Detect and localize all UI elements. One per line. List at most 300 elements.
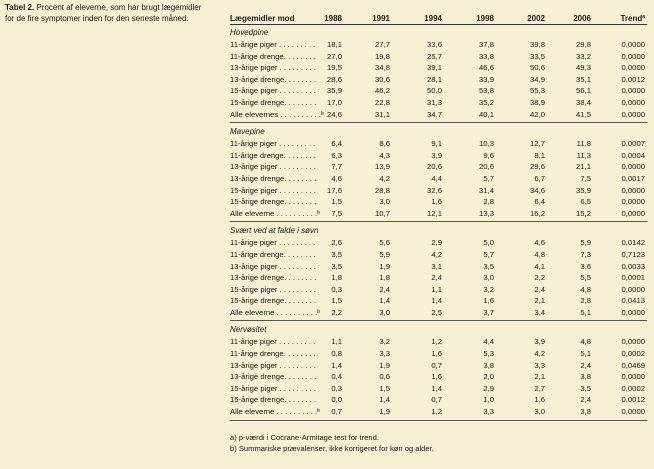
row-label-text: 15-årige piger . . . . . . . . . <box>230 284 316 294</box>
row-label-text: 13-årige drenge. . . . . . . . <box>230 74 317 84</box>
table-cell: 1,8 <box>379 273 390 283</box>
table-row <box>230 237 647 249</box>
table-cell: 37,8 <box>479 40 494 49</box>
table-cell: 1,0 <box>483 395 494 405</box>
table-cell: 0,0000 <box>621 51 645 61</box>
table-row <box>230 150 647 162</box>
table-cell: 3,8 <box>580 407 591 417</box>
table-cell: 7,5 <box>580 173 591 183</box>
table-row <box>230 208 647 220</box>
table-cell: 22,8 <box>375 97 390 107</box>
row-label <box>230 348 316 360</box>
row-label-text: 11-årige drenge. . . . . . . . <box>230 249 316 259</box>
table-cell: 0,0000 <box>621 162 645 172</box>
table-cell: 4,6 <box>331 173 342 183</box>
table-cell: 2,6 <box>331 238 342 248</box>
table-cell: 1,2 <box>431 407 442 417</box>
table-cell: 2,0 <box>483 372 494 382</box>
table-cell: 7,3 <box>580 249 591 259</box>
table-row <box>230 185 647 197</box>
header-1994: 1994 <box>424 14 442 23</box>
table-section <box>230 26 647 123</box>
table-cell: 33,2 <box>576 51 591 61</box>
table-cell: 4,3 <box>379 150 390 160</box>
table-cell: 3,3 <box>534 360 545 370</box>
table-row <box>230 62 647 74</box>
row-label <box>230 85 316 97</box>
table-cell: 1,5 <box>331 197 342 207</box>
table-cell: 11,3 <box>576 150 591 160</box>
table-cell: 19,5 <box>327 63 342 73</box>
table-cell: 1,6 <box>483 296 494 306</box>
table-cell: 6,5 <box>580 197 591 207</box>
section-title: Mavepine <box>230 127 265 137</box>
table-cell: 0,8 <box>331 349 342 359</box>
table-cell: 1,1 <box>431 284 442 294</box>
row-label <box>230 284 316 296</box>
table-cell: 2,8 <box>580 296 591 306</box>
table-cell: 33,9 <box>479 74 494 84</box>
table-cell: 1,6 <box>431 372 442 382</box>
row-label-sup: b <box>317 209 320 216</box>
table-cell: 2,4 <box>431 273 442 283</box>
row-label-text: 15-årige drenge. . . . . . . . <box>230 296 317 306</box>
row-label <box>230 185 316 197</box>
row-label-sup: b <box>317 308 320 315</box>
table-cell: 15,2 <box>576 208 591 218</box>
table-cell: 33,6 <box>427 40 442 49</box>
table-cell: 3,8 <box>580 372 591 382</box>
table-cell: 4,8 <box>580 337 591 347</box>
table-cell: 0,3 <box>331 383 342 393</box>
table-cell: 2,7 <box>534 383 545 393</box>
table-cell: 28,8 <box>375 185 390 195</box>
table-cell: 5,6 <box>379 238 390 248</box>
table-cell: 0,0000 <box>621 185 645 195</box>
table-cell: 3,0 <box>379 307 390 317</box>
row-label-text: 13-årige piger . . . . . . . . . <box>230 162 316 172</box>
table-cell: 27,7 <box>375 40 390 49</box>
row-label <box>230 394 316 406</box>
table-cell: 1,6 <box>431 197 442 207</box>
table-header <box>230 4 647 25</box>
table-row <box>230 249 647 261</box>
table-cell: 17,6 <box>327 185 342 195</box>
table-row <box>230 394 647 406</box>
row-label <box>230 261 316 273</box>
table-cell: 35,2 <box>479 97 494 107</box>
table-cell: 1,6 <box>431 349 442 359</box>
row-label-text: 15-årige drenge. . . . . . . . <box>230 197 317 207</box>
table-cell: 3,0 <box>534 407 545 417</box>
header-1991: 1991 <box>372 14 390 23</box>
header-label: Lægemidler mod <box>230 14 295 23</box>
row-label-text: 11-årige piger . . . . . . . . . <box>230 139 316 149</box>
table-cell: 13,9 <box>375 162 390 172</box>
table-section <box>230 125 647 222</box>
table-cell: 5,9 <box>580 238 591 248</box>
table-cell: 0,0033 <box>621 261 645 271</box>
table-cell: 10,3 <box>479 139 494 149</box>
header-trend-text: Trend <box>620 14 643 23</box>
table-cell: 5,5 <box>580 273 591 283</box>
table-cell: 1,9 <box>379 261 390 271</box>
table-cell: 35,9 <box>327 86 342 96</box>
table-cell: 2,8 <box>483 197 494 207</box>
table-cell: 34,6 <box>530 185 545 195</box>
table-cell: 4,6 <box>534 238 545 248</box>
row-label-text: 11-årige drenge. . . . . . . . <box>230 150 316 160</box>
table-cell: 5,7 <box>483 249 494 259</box>
table-row <box>230 336 647 348</box>
row-label-text: Alle elevernes . . . . . . . . . . <box>230 109 322 119</box>
table-cell: 2,4 <box>379 284 390 294</box>
row-label <box>230 371 316 383</box>
table-cell: 1,6 <box>534 395 545 405</box>
table-cell: 41,5 <box>576 109 591 119</box>
table-cell: 35,9 <box>576 185 591 195</box>
row-label <box>230 336 315 348</box>
table-cell: 0,0000 <box>621 372 645 382</box>
table-cell: 20,6 <box>427 162 442 172</box>
table-cell: 10,7 <box>375 208 390 218</box>
table-cell: 0,0017 <box>621 173 645 183</box>
table-cell: 39,1 <box>427 63 442 73</box>
table-cell: 49,3 <box>576 63 591 73</box>
table-row <box>230 272 647 284</box>
table-cell: 0,3 <box>331 284 342 294</box>
table-cell: 4,4 <box>483 337 494 347</box>
section-title: Svært ved at falde i søvn <box>230 226 319 236</box>
table-cell: 1,5 <box>331 296 342 306</box>
table-cell: 6,4 <box>534 197 545 207</box>
table-cell: 3,5 <box>580 383 591 393</box>
row-label-text: 13-årige drenge. . . . . . . . <box>230 273 317 283</box>
table-row <box>230 39 647 51</box>
table-cell: 0,7 <box>431 360 442 370</box>
table-cell: 8,1 <box>534 150 545 160</box>
row-label <box>230 150 316 162</box>
header-trend-sup: a <box>642 14 645 20</box>
table-cell: 8,6 <box>379 139 390 149</box>
table-cell: 5,1 <box>580 349 591 359</box>
table-cell: 3,0 <box>483 273 494 283</box>
caption-label: Tabel 2. <box>5 3 35 12</box>
table-cell: 55,3 <box>530 86 545 96</box>
table-cell: 3,9 <box>534 337 545 347</box>
table-cell: 2,1 <box>534 372 545 382</box>
table-cell: 3,1 <box>431 261 442 271</box>
table-cell: 0,0000 <box>621 337 645 347</box>
table-cell: 3,2 <box>483 284 494 294</box>
table-cell: 5,0 <box>483 238 494 248</box>
table-cell: 1,5 <box>379 383 390 393</box>
row-label <box>230 173 316 185</box>
table-cell: 2,1 <box>534 296 545 306</box>
table-cell: 5,3 <box>483 349 494 359</box>
row-label-text: Alle eleverne . . . . . . . . . . <box>230 208 318 218</box>
table-cell: 27,0 <box>327 51 342 61</box>
table-row <box>230 261 647 273</box>
row-label <box>230 295 316 307</box>
table-cell: 34,9 <box>530 74 545 84</box>
row-label <box>230 39 315 51</box>
table-cell: 1,4 <box>331 360 342 370</box>
table-cell: 3,8 <box>483 360 494 370</box>
table-cell: 2,9 <box>431 238 442 248</box>
table-cell: 0,0002 <box>621 349 645 359</box>
table-cell: 31,3 <box>427 97 442 107</box>
table-row <box>230 284 647 296</box>
table-cell: 2,2 <box>534 273 545 283</box>
table-row <box>230 360 647 372</box>
table-row <box>230 371 647 383</box>
table-cell: 2,4 <box>580 395 591 405</box>
section-title: Hovedpine <box>230 28 269 37</box>
table-cell: 17,0 <box>327 97 342 107</box>
table-cell: 3,3 <box>379 349 390 359</box>
table-cell: 0,0469 <box>621 360 645 370</box>
table-section <box>230 224 647 321</box>
table-cell: 33,5 <box>530 51 545 61</box>
row-label-text: 13-årige drenge. . . . . . . . <box>230 173 317 183</box>
table-cell: 38,9 <box>530 97 545 107</box>
table-cell: 0,4 <box>331 372 342 382</box>
table-cell: 2,4 <box>580 360 591 370</box>
table-cell: 3,5 <box>331 249 342 259</box>
table-row <box>230 109 647 121</box>
table-cell: 4,8 <box>534 249 545 259</box>
row-label-text: 13-årige piger . . . . . . . . . <box>230 261 316 271</box>
row-label-text: 11-årige piger . . . . . . . . . <box>230 337 316 347</box>
table-cell: 4,8 <box>580 284 591 294</box>
row-label <box>230 208 320 220</box>
table-cell: 4,1 <box>534 261 545 271</box>
row-label-text: 15-årige piger . . . . . . . . . <box>230 86 316 96</box>
table-cell: 1,4 <box>431 296 442 306</box>
table-cell: 0,0000 <box>621 208 645 218</box>
row-label-text: 15-årige drenge. . . . . . . . <box>230 97 317 107</box>
table-cell: 0,0000 <box>621 63 645 73</box>
row-label <box>230 97 316 109</box>
table-body <box>230 26 647 421</box>
row-label-sup: b <box>321 110 324 117</box>
table-cell: 0,6 <box>379 372 390 382</box>
table-cell: 33,8 <box>479 51 494 61</box>
table-cell: 0,0000 <box>621 109 645 119</box>
table-cell: 1,2 <box>431 337 442 347</box>
row-label <box>230 272 316 284</box>
row-label <box>230 62 316 74</box>
table-cell: 0,0000 <box>621 97 645 107</box>
table-cell: 0,7123 <box>621 249 645 259</box>
table-cell: 29,8 <box>576 40 591 49</box>
table-cell: 0,0004 <box>621 150 645 160</box>
table-cell: 0,0000 <box>621 307 645 317</box>
row-label-text: 11-årige drenge. . . . . . . . <box>230 51 316 61</box>
table-cell: 42,0 <box>530 109 545 119</box>
table-cell: 40,1 <box>479 109 494 119</box>
header-trend <box>605 14 645 23</box>
table-cell: 39,8 <box>530 40 545 49</box>
table-cell: 11,8 <box>576 139 591 149</box>
table-cell: 0,0012 <box>621 74 645 84</box>
table-cell: 1,4 <box>379 395 390 405</box>
table-cell: 38,4 <box>576 97 591 107</box>
row-label <box>230 74 316 86</box>
table-cell: 32,6 <box>427 185 442 195</box>
header-1998: 1998 <box>476 14 494 23</box>
table-cell: 29,6 <box>530 162 545 172</box>
caption-text: Procent af eleverne, som har brugt lægemidler for de fire symptomer inden for den seneste måned. <box>5 3 202 23</box>
table-cell: 6,3 <box>331 150 342 160</box>
row-label <box>230 161 316 173</box>
footnote-b: b) Summariske prævalenser, ikke korrigeret for køn og alder. <box>230 444 434 453</box>
table-cell: 2,9 <box>483 383 494 393</box>
table-row <box>230 383 647 395</box>
table-cell: 3,9 <box>431 150 442 160</box>
table-cell: 1,4 <box>431 383 442 393</box>
table-cell: 0,0001 <box>621 273 645 283</box>
table-row <box>230 173 647 185</box>
header-2006: 2006 <box>573 14 591 23</box>
table-cell: 9,6 <box>483 150 494 160</box>
row-label <box>230 249 316 261</box>
table-cell: 16,2 <box>530 208 545 218</box>
footnote-a: a) p-værdi i Cocrane-Armitage test for trend. <box>230 433 379 442</box>
row-label-text: 11-årige piger . . . . . . . . . <box>230 40 316 49</box>
table-cell: 0,0 <box>331 395 342 405</box>
data-table <box>230 4 647 423</box>
table-cell: 0,0007 <box>621 139 645 149</box>
row-label-text: 15-årige piger . . . . . . . . . <box>230 383 316 393</box>
header-2002: 2002 <box>527 14 545 23</box>
table-cell: 25,7 <box>427 51 442 61</box>
row-label <box>230 360 316 372</box>
table-cell: 7,5 <box>331 208 342 218</box>
table-cell: 28,6 <box>327 74 342 84</box>
table-cell: 6,4 <box>331 139 342 149</box>
row-label-text: 11-årige drenge. . . . . . . . <box>230 349 316 359</box>
table-cell: 19,8 <box>375 51 390 61</box>
table-cell: 0,0142 <box>621 238 645 248</box>
table-row <box>230 196 647 208</box>
table-cell: 5,9 <box>379 249 390 259</box>
table-row <box>230 85 647 97</box>
row-label-text: 15-årige drenge. . . . . . . . <box>230 395 317 405</box>
row-label <box>230 51 316 63</box>
table-cell: 1,4 <box>379 296 390 306</box>
table-cell: 5,7 <box>483 173 494 183</box>
table-cell: 3,7 <box>483 307 494 317</box>
table-cell: 4,2 <box>431 249 442 259</box>
row-label-text: 11-årige piger . . . . . . . . . <box>230 238 316 248</box>
row-label <box>230 383 316 395</box>
table-cell: 34,8 <box>375 63 390 73</box>
table-cell: 0,0000 <box>621 40 645 49</box>
table-cell: 3,2 <box>379 337 390 347</box>
table-cell: 0,7 <box>431 395 442 405</box>
section-title: Nervøsitet <box>230 325 267 335</box>
row-label-text: 13-årige drenge. . . . . . . . <box>230 372 317 382</box>
table-row <box>230 51 647 63</box>
table-cell: 30,6 <box>375 74 390 84</box>
table-cell: 1,9 <box>379 360 390 370</box>
table-cell: 56,1 <box>576 86 591 96</box>
table-row <box>230 74 647 86</box>
table-cell: 0,0012 <box>621 395 645 405</box>
row-label-text: 15-årige piger . . . . . . . . . <box>230 185 316 195</box>
row-label-text: Alle eleverne . . . . . . . . . . <box>230 407 318 417</box>
table-cell: 3,5 <box>483 261 494 271</box>
row-label-text: Alle eleverne . . . . . . . . . . <box>230 307 318 317</box>
table-cell: 1,1 <box>331 337 342 347</box>
table-cell: 3,4 <box>534 307 545 317</box>
table-cell: 4,2 <box>534 349 545 359</box>
table-cell: 0,0413 <box>621 296 645 306</box>
table-cell: 2,4 <box>534 284 545 294</box>
table-cell: 9,1 <box>431 139 442 149</box>
table-cell: 53,8 <box>479 86 494 96</box>
table-cell: 31,1 <box>375 109 390 119</box>
table-cell: 0,0000 <box>621 284 645 294</box>
table-cell: 28,1 <box>427 74 442 84</box>
table-cell: 4,4 <box>431 173 442 183</box>
table-cell: 7,7 <box>331 162 342 172</box>
row-label <box>230 138 315 150</box>
table-cell: 4,2 <box>379 173 390 183</box>
table-row <box>230 97 647 109</box>
table-row <box>230 295 647 307</box>
table-cell: 46,2 <box>375 86 390 96</box>
table-row <box>230 406 647 418</box>
row-label <box>230 406 320 418</box>
table-cell: 3,6 <box>580 261 591 271</box>
table-cell: 6,7 <box>534 173 545 183</box>
row-label-text: 13-årige piger . . . . . . . . . <box>230 63 316 73</box>
row-label <box>230 237 315 249</box>
table-cell: 3,0 <box>379 197 390 207</box>
table-cell: 2,2 <box>331 307 342 317</box>
row-label-sup: b <box>317 408 320 415</box>
table-cell: 0,7 <box>331 407 342 417</box>
table-cell: 20,6 <box>479 162 494 172</box>
table-caption <box>5 3 210 24</box>
table-cell: 50,6 <box>530 63 545 73</box>
table-cell: 12,7 <box>530 139 545 149</box>
table-cell: 34,7 <box>427 109 442 119</box>
table-cell: 0,0000 <box>621 86 645 96</box>
table-cell: 21,1 <box>576 162 591 172</box>
row-label <box>230 196 316 208</box>
table-cell: 50,0 <box>427 86 442 96</box>
table-cell: 1,8 <box>331 273 342 283</box>
table-cell: 18,1 <box>327 40 342 49</box>
header-1988: 1988 <box>324 14 342 23</box>
table-cell: 31,4 <box>479 185 494 195</box>
table-cell: 35,1 <box>576 74 591 84</box>
table-row <box>230 138 647 150</box>
table-row <box>230 348 647 360</box>
table-row <box>230 307 647 319</box>
table-cell: 2,5 <box>431 307 442 317</box>
footnotes <box>230 432 434 454</box>
table-cell: 0,0000 <box>621 197 645 207</box>
table-cell: 24,6 <box>327 109 342 119</box>
table-cell: 0,0002 <box>621 383 645 393</box>
table-section <box>230 323 647 420</box>
table-cell: 0,0000 <box>621 407 645 417</box>
